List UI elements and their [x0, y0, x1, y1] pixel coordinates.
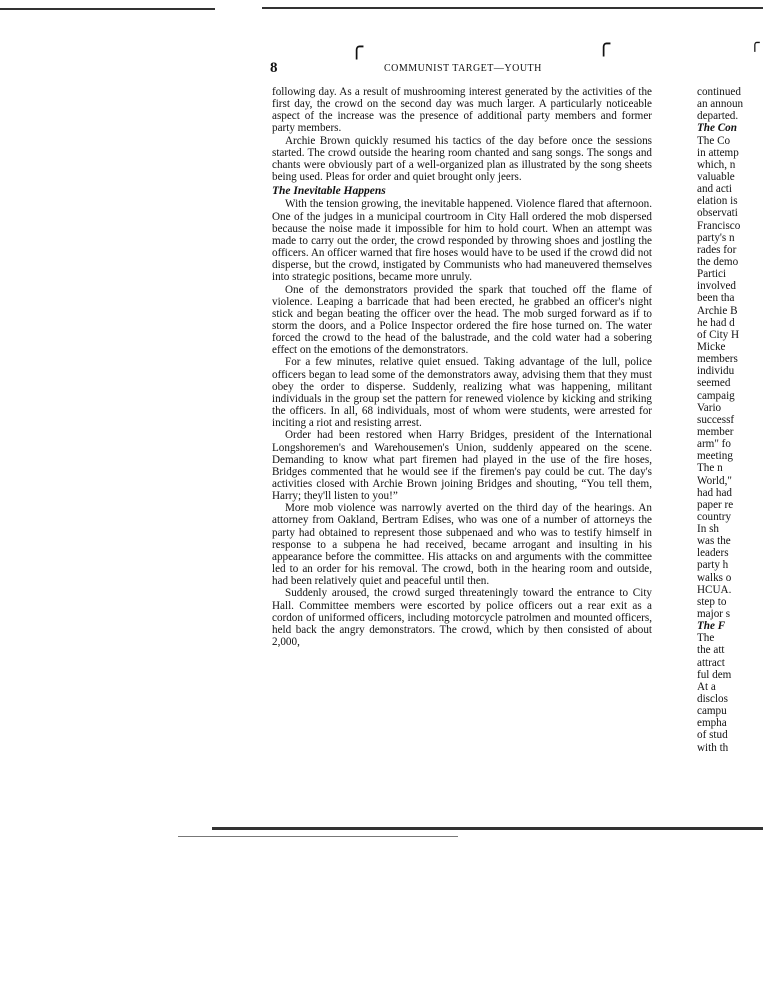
adjacent-line-fragment: HCUA. — [697, 583, 732, 596]
adjacent-page-column — [697, 86, 763, 754]
paragraph: For a few minutes, relative quiet ensued. Taking advantage of the lull, police officers began to lead some of the demonstrators away, advising them that they must obey the order to disperse. Suddenly, realizing what was happening, militant individuals in the group set the pattern for renewed violence by kicking and striking the officers. In all, 68 individuals, most of whom were students, were arrested for inciting a riot and resisting arrest. — [272, 356, 652, 430]
scan-edge-top-right — [262, 7, 763, 9]
binding-mark-right: ╭ — [597, 31, 611, 56]
adjacent-line-fragment: party h — [697, 559, 729, 572]
adjacent-line-fragment: rades for — [697, 243, 737, 256]
adjacent-line-fragment: campu — [697, 705, 727, 718]
adjacent-line-fragment: campaig — [697, 389, 735, 402]
adjacent-line-fragment: he had d — [697, 316, 735, 329]
adjacent-line-fragment: leaders — [697, 547, 729, 560]
adjacent-line-fragment: ful dem — [697, 668, 732, 681]
adjacent-line-fragment: an announ — [697, 98, 744, 111]
adjacent-line-fragment: members — [697, 353, 738, 366]
adjacent-line-fragment: which, n — [697, 158, 736, 171]
adjacent-line-fragment: with th — [697, 741, 729, 754]
adjacent-line-fragment: attract — [697, 656, 725, 669]
page-number: 8 — [270, 60, 278, 76]
adjacent-line-fragment: party's n — [697, 231, 735, 244]
adjacent-heading-fragment: The F — [697, 620, 726, 633]
adjacent-line-fragment: Partici — [697, 268, 727, 281]
paragraph: Suddenly aroused, the crowd surged threateningly toward the entrance to City Hall. Committee members were escorted by police officers out a rear exit as a cordon of uniformed officers, including motorcycle patrolmen and mounted officers, held back the angry demonstrators. The crowd, which by then consisted of about 2,000, — [272, 587, 652, 649]
adjacent-line-fragment: the att — [697, 644, 725, 657]
adjacent-line-fragment: seemed — [697, 377, 731, 390]
adjacent-line-fragment: been tha — [697, 292, 735, 305]
adjacent-line-fragment: The n — [697, 462, 723, 475]
adjacent-line-fragment: World," — [697, 474, 732, 487]
adjacent-line-fragment: arm" fo — [697, 438, 731, 451]
adjacent-line-fragment: step to — [697, 595, 727, 608]
adjacent-line-fragment: empha — [697, 717, 727, 730]
adjacent-line-fragment: elation is — [697, 195, 738, 208]
paragraph: following day. As a result of mushrooming interest generated by the activities of the first day, the crowd on the second day was much larger. A particularly noticeable aspect of the increase was the presence of additional party members and former party members. — [272, 86, 652, 135]
adjacent-line-fragment: paper re — [697, 498, 734, 511]
paragraph: Order had been restored when Harry Bridges, president of the International Longshoremen's and Warehousemen's Union, suddenly appeared on the scene. Demanding to know what part firemen had played in the use of the fire hoses, Bridges commented that he would see if the firemen's pay could be cut. The day's activities closed with Archie Brown joining Bridges and shouting, “You tell them, Harry; they'll listen to you!” — [272, 429, 652, 503]
adjacent-line-fragment: member — [697, 425, 734, 438]
paragraph: More mob violence was narrowly averted on the third day of the hearings. An attorney from Oakland, Bertram Edises, who was one of a number of attorneys the party had obtained to represent those subpenaed and who was to testify himself in response to a subpena he had received, became arrogant and insulting in his appearance before the committee. His attacks on and arguments with the committee led to an order for his removal. The crowd, both in the hearing room and outside, had been relatively quiet and peaceful until then. — [272, 502, 652, 588]
adjacent-line-fragment: Micke — [697, 340, 726, 353]
adjacent-line-fragment: Francisco — [697, 219, 741, 232]
binding-mark-left: ╭ — [350, 34, 364, 59]
main-text-column — [272, 86, 652, 648]
paragraph: Archie Brown quickly resumed his tactics of the day before once the sessions started. The crowd outside the hearing room chanted and sang songs. The songs and chants were obviously part of a well-organized plan as illustrated by the song sheets being used. Pleas for order and quiet brought only jeers. — [272, 134, 652, 184]
adjacent-heading-fragment: The Con — [697, 122, 737, 135]
paragraph: With the tension growing, the inevitable happened. Violence flared that afternoon. One of the judges in a municipal courtroom in City Hall ordered the mob dispersed because the noise made it impossible for him to hold court. When an attempt was made to carry out the order, the crowd responded by throwing shoes and jostling the officers. An officer warned that fire hoses would have to be used if the crowd did not disperse, but the crowd, instigated by Communists who had maneuvered themselves into strategic positions, became more unruly. — [272, 198, 652, 284]
adjacent-line-fragment: In sh — [697, 523, 719, 536]
adjacent-line-fragment: valuable — [697, 170, 735, 183]
adjacent-line-fragment: country — [697, 510, 732, 523]
adjacent-line-fragment: of City H — [697, 328, 740, 341]
adjacent-line-fragment: major s — [697, 608, 731, 621]
adjacent-line-fragment: The — [697, 632, 715, 645]
adjacent-line-fragment: The Co — [697, 134, 731, 147]
adjacent-line-fragment: successf — [697, 413, 735, 426]
paragraph: One of the demonstrators provided the spark that touched off the flame of violence. Leaping a barricade that had been erected, he grabbed an officer's night stick and began beating the officer over the head. The mob surged forward as if to storm the doors, and a Police Inspector ordered the fire hose turned on. The water forced the crowd to the head of the balustrade, and the cold water had a sobering effect on the emotions of the demonstrators. — [272, 283, 652, 357]
adjacent-line-fragment: Vario — [697, 401, 722, 414]
adjacent-line-fragment: involved — [697, 280, 736, 293]
section-heading: The Inevitable Happens — [272, 185, 386, 198]
adjacent-line-fragment: observati — [697, 207, 738, 220]
adjacent-line-fragment: was the — [697, 535, 731, 548]
scan-edge-bottom — [212, 827, 763, 830]
adjacent-line-fragment: of stud — [697, 729, 728, 742]
adjacent-line-fragment: Archie B — [697, 304, 738, 317]
adjacent-line-fragment: the demo — [697, 255, 739, 268]
adjacent-line-fragment: and acti — [697, 183, 732, 196]
adjacent-line-fragment: disclos — [697, 693, 728, 706]
adjacent-line-fragment: had had — [697, 486, 732, 499]
binding-mark-far-right: ╭ — [750, 35, 760, 52]
scan-edge-top-left — [0, 8, 215, 10]
adjacent-line-fragment: At a — [697, 680, 716, 693]
adjacent-line-fragment: in attemp — [697, 146, 739, 159]
running-head: COMMUNIST TARGET—YOUTH — [384, 63, 542, 74]
adjacent-line-fragment: walks o — [697, 571, 732, 584]
scan-edge-bottom-faint — [178, 836, 458, 837]
adjacent-line-fragment: continued — [697, 86, 741, 98]
adjacent-line-fragment: meeting — [697, 450, 733, 463]
adjacent-line-fragment: individu — [697, 365, 735, 378]
adjacent-line-fragment: departed. — [697, 110, 739, 123]
